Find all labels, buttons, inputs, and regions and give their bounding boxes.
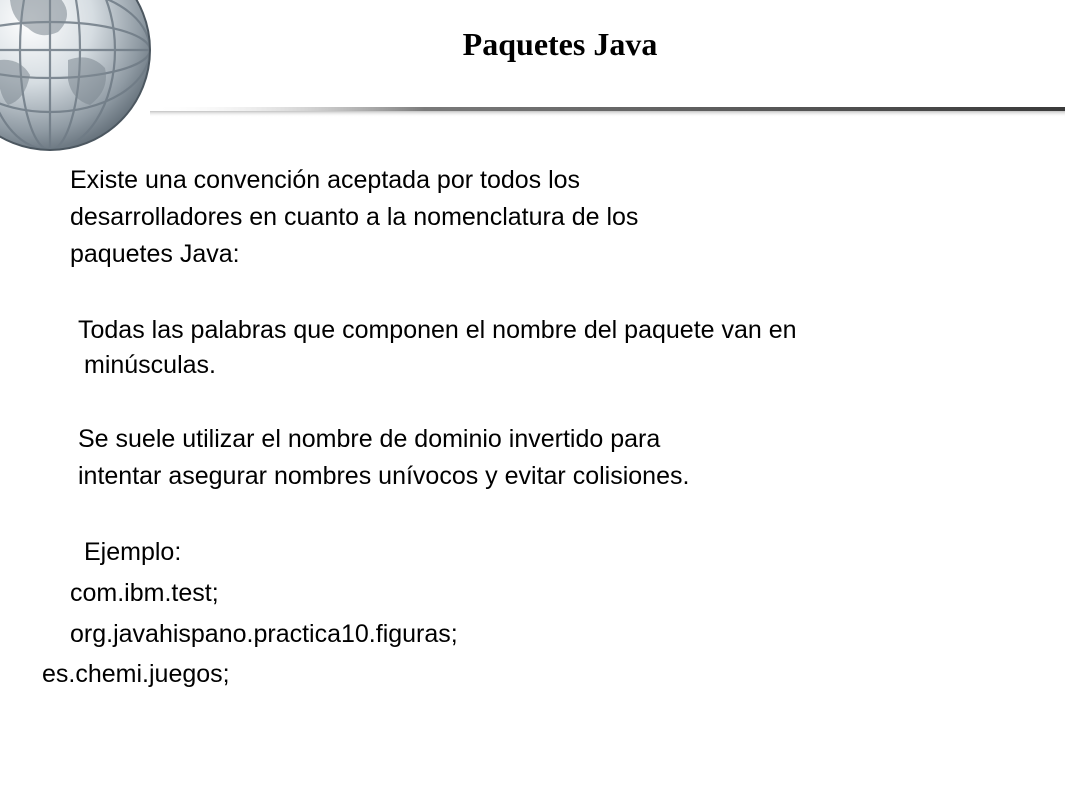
rule-lowercase <box>78 313 797 383</box>
intro-paragraph <box>70 162 638 273</box>
intro-line-2: desarrolladores en cuanto a la nomenclatura de los <box>70 203 639 231</box>
title-underline <box>150 107 1065 117</box>
rule-domain <box>78 421 689 495</box>
rule-domain-line-1: Se suele utilizar el nombre de dominio invertido para <box>78 425 661 453</box>
rule-lowercase-line-1: Todas las palabras que componen el nombre del paquete van en <box>78 316 797 344</box>
intro-line-3: paquetes Java: <box>70 240 240 268</box>
rule-lowercase-line-2: minúsculas. <box>84 351 216 379</box>
example-label: Ejemplo: <box>84 538 182 566</box>
rule-domain-line-2: intentar asegurar nombres unívocos y evitar colisiones. <box>78 462 690 490</box>
intro-line-1: Existe una convención aceptada por todos los <box>70 166 581 194</box>
slide-title: Paquetes Java <box>462 26 658 62</box>
example-item: es.chemi.juegos; <box>42 660 230 688</box>
example-item: org.javahispano.practica10.figuras; <box>70 620 458 648</box>
example-item: com.ibm.test; <box>70 579 219 607</box>
